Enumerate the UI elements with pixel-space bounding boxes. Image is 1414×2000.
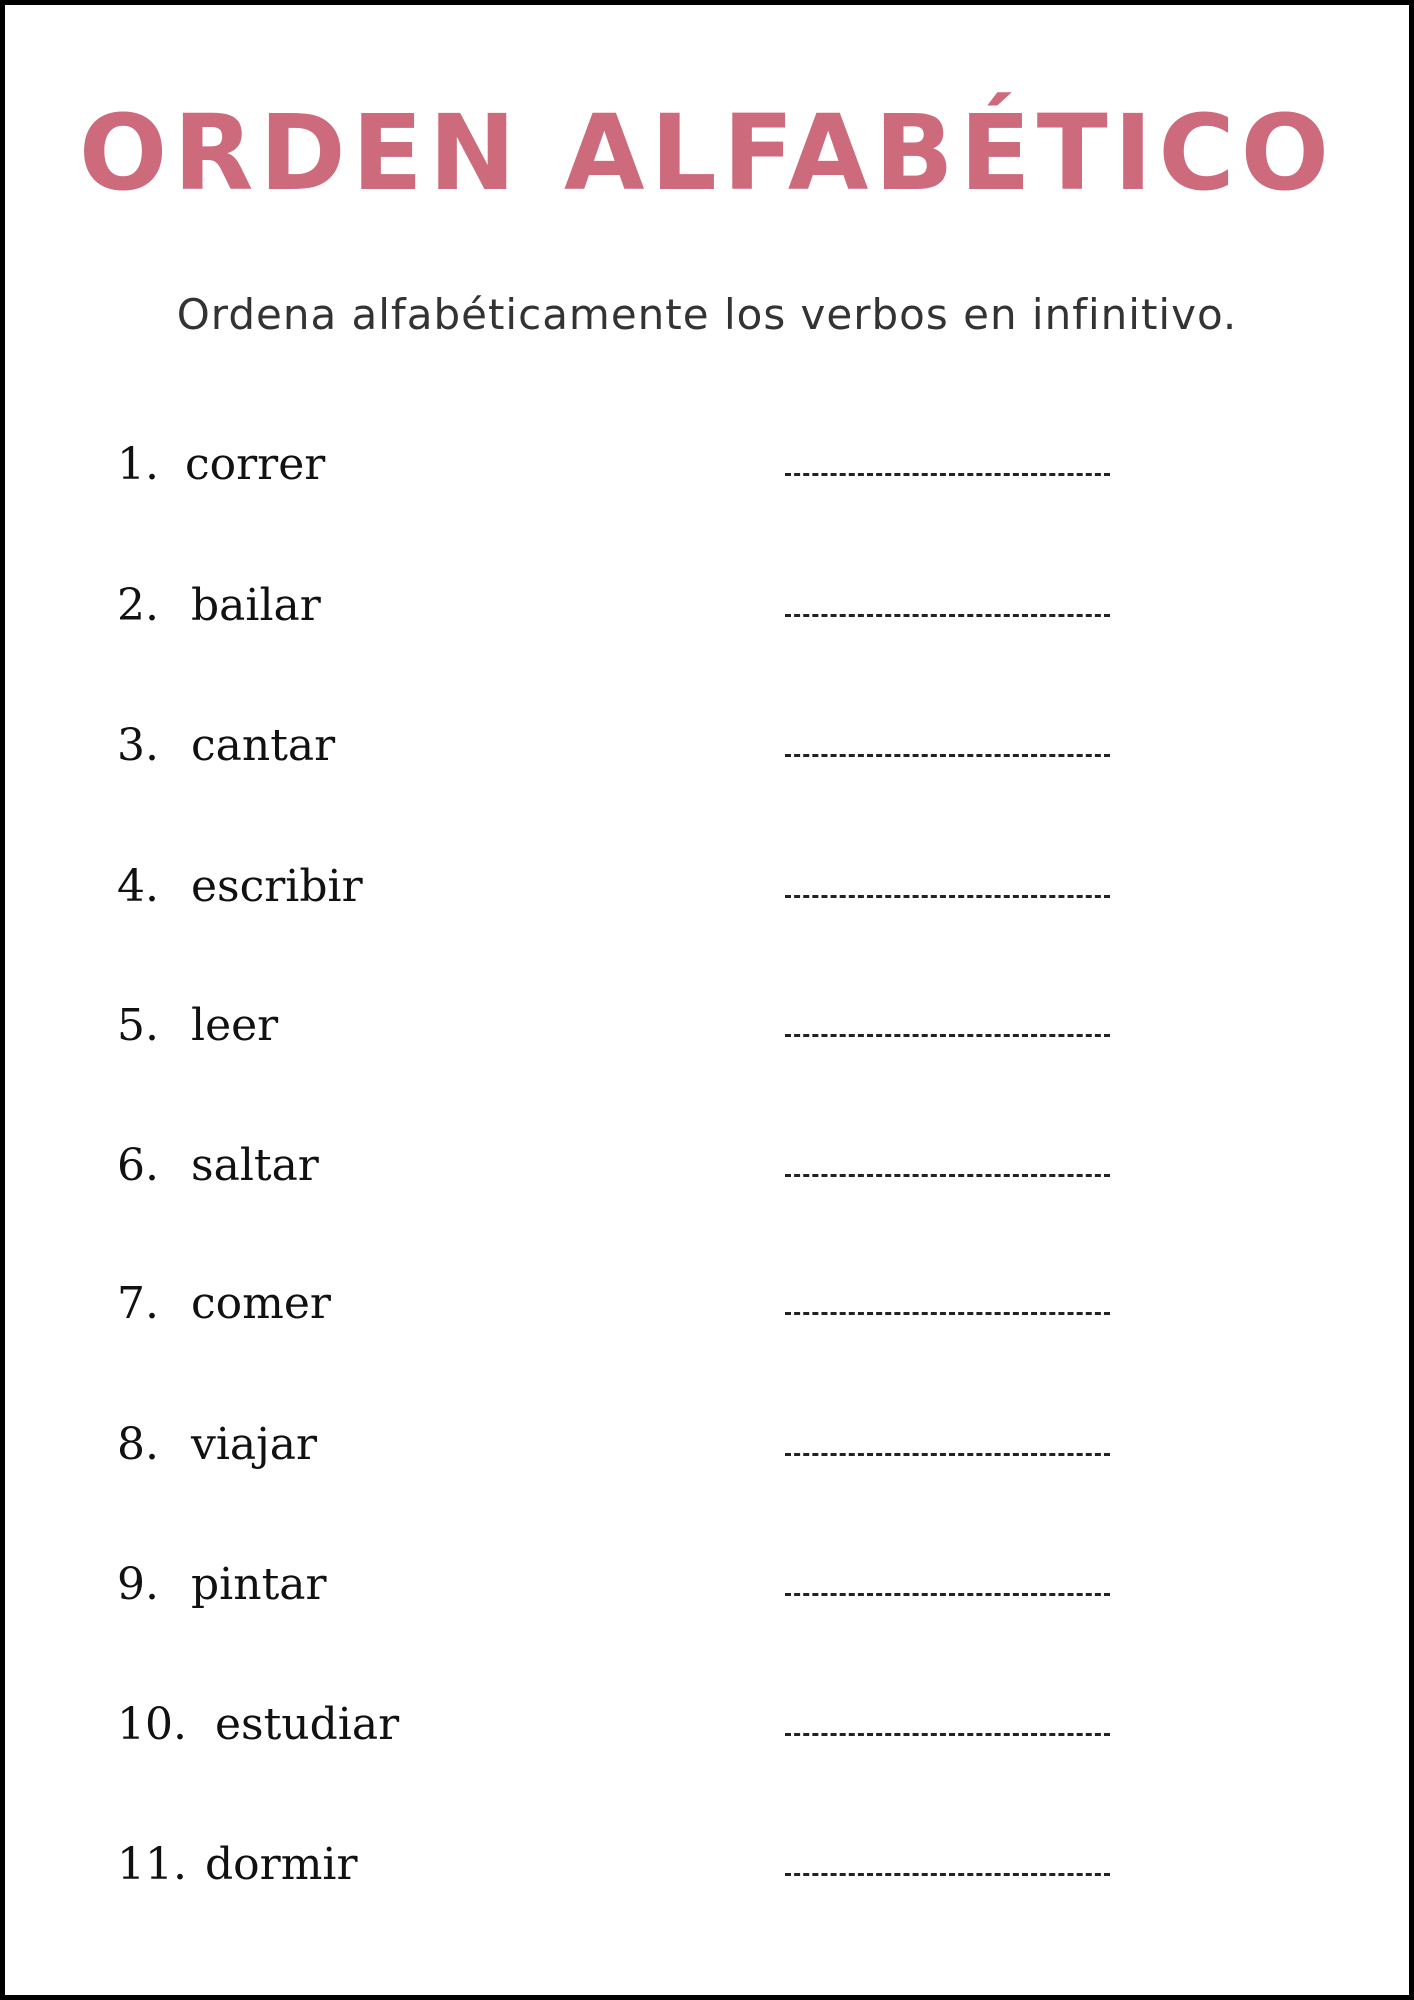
answer-line[interactable]: [785, 1873, 1110, 1876]
answer-line[interactable]: [785, 895, 1110, 898]
answer-line[interactable]: [785, 473, 1110, 476]
item-number: 9.: [117, 1559, 159, 1610]
list-item: [5, 996, 1409, 1076]
list-item: [5, 1555, 1409, 1635]
answer-line[interactable]: [785, 1034, 1110, 1037]
list-item: [5, 1136, 1409, 1216]
item-number: 2.: [117, 580, 159, 631]
item-word: correr: [185, 439, 326, 490]
item-number: 3.: [117, 720, 159, 771]
answer-line[interactable]: [785, 1312, 1110, 1315]
page-title: ORDEN ALFABÉTICO: [78, 92, 1336, 214]
item-word: cantar: [191, 720, 336, 771]
answer-line[interactable]: [785, 1593, 1110, 1596]
list-item: [5, 1415, 1409, 1495]
list-item: [5, 857, 1409, 937]
item-word: leer: [191, 1000, 279, 1051]
item-number: 1.: [117, 439, 159, 490]
list-item: [5, 1274, 1409, 1354]
list-item: [5, 435, 1409, 515]
item-word: dormir: [205, 1839, 358, 1890]
item-number: 4.: [117, 861, 159, 912]
item-word: bailar: [191, 580, 321, 631]
verb-list: [5, 5, 1409, 1995]
answer-line[interactable]: [785, 1453, 1110, 1456]
item-word: viajar: [191, 1419, 318, 1470]
answer-line[interactable]: [785, 1174, 1110, 1177]
item-word: comer: [191, 1278, 331, 1329]
item-number: 5.: [117, 1000, 159, 1051]
answer-line[interactable]: [785, 754, 1110, 757]
item-number: 10.: [117, 1699, 187, 1750]
item-word: escribir: [191, 861, 363, 912]
answer-line[interactable]: [785, 614, 1110, 617]
answer-line[interactable]: [785, 1733, 1110, 1736]
item-word: estudiar: [215, 1699, 400, 1750]
item-number: 7.: [117, 1278, 159, 1329]
item-number: 6.: [117, 1140, 159, 1191]
item-number: 11.: [117, 1839, 187, 1890]
item-word: saltar: [191, 1140, 319, 1191]
list-item: [5, 716, 1409, 796]
instructions: Ordena alfabéticamente los verbos en infinitivo.: [176, 290, 1238, 339]
list-item: [5, 1835, 1409, 1915]
item-word: pintar: [191, 1559, 327, 1610]
list-item: [5, 576, 1409, 656]
item-number: 8.: [117, 1419, 159, 1470]
list-item: [5, 1695, 1409, 1775]
